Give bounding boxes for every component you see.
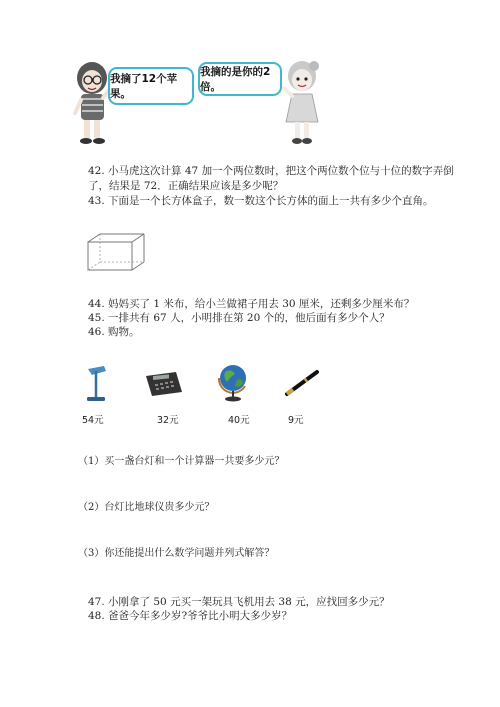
- fountain-pen-image: [283, 368, 321, 398]
- speech-bubble-left: 我摘了12个苹果。: [108, 67, 194, 105]
- question-42-line2: 了，结果是 72．正确结果应该是多少呢？: [88, 180, 284, 192]
- girl-right-illustration: [280, 58, 325, 148]
- calculator-image: [144, 370, 184, 398]
- cuboid-figure: [86, 232, 148, 272]
- question-46-sub2: （2）台灯比地球仪贵多少元？: [78, 502, 215, 513]
- question-46-sub3: （3）你还能提出什么数学问题并列式解答？: [78, 548, 275, 559]
- question-48: 48. 爸爸今年多少岁?爷爷比小明大多少岁？: [88, 610, 293, 622]
- question-45: 45. 一排共有 67 人，小明排在第 20 个的，他后面有多少个人？: [88, 312, 390, 324]
- question-46: 46. 购物。: [88, 326, 140, 338]
- globe-image: [215, 362, 251, 402]
- lamp-price: 54元: [82, 415, 104, 426]
- pen-price: 9元: [288, 415, 304, 426]
- question-43: 43. 下面是一个长方体盒子，数一数这个长方体的面上一共有多少个直角。: [88, 195, 434, 207]
- speech-bubble-right: 我摘的是你的2倍。: [198, 62, 282, 96]
- question-42-line1: 42. 小马虎这次计算 47 加一个两位数时，把这个两位数个位与十位的数字弄倒: [88, 165, 454, 177]
- desk-lamp-image: [82, 363, 112, 403]
- globe-price: 40元: [228, 415, 250, 426]
- question-44: 44. 妈妈买了 1 米布，给小兰做裙子用去 30 厘米，还剩多少厘米布？: [88, 298, 415, 310]
- calculator-price: 32元: [157, 415, 179, 426]
- question-47: 47. 小刚拿了 50 元买一架玩具飞机用去 38 元，应找回多少元？: [88, 596, 390, 608]
- question-46-sub1: （1）买一盏台灯和一个计算器一共要多少元？: [78, 456, 285, 467]
